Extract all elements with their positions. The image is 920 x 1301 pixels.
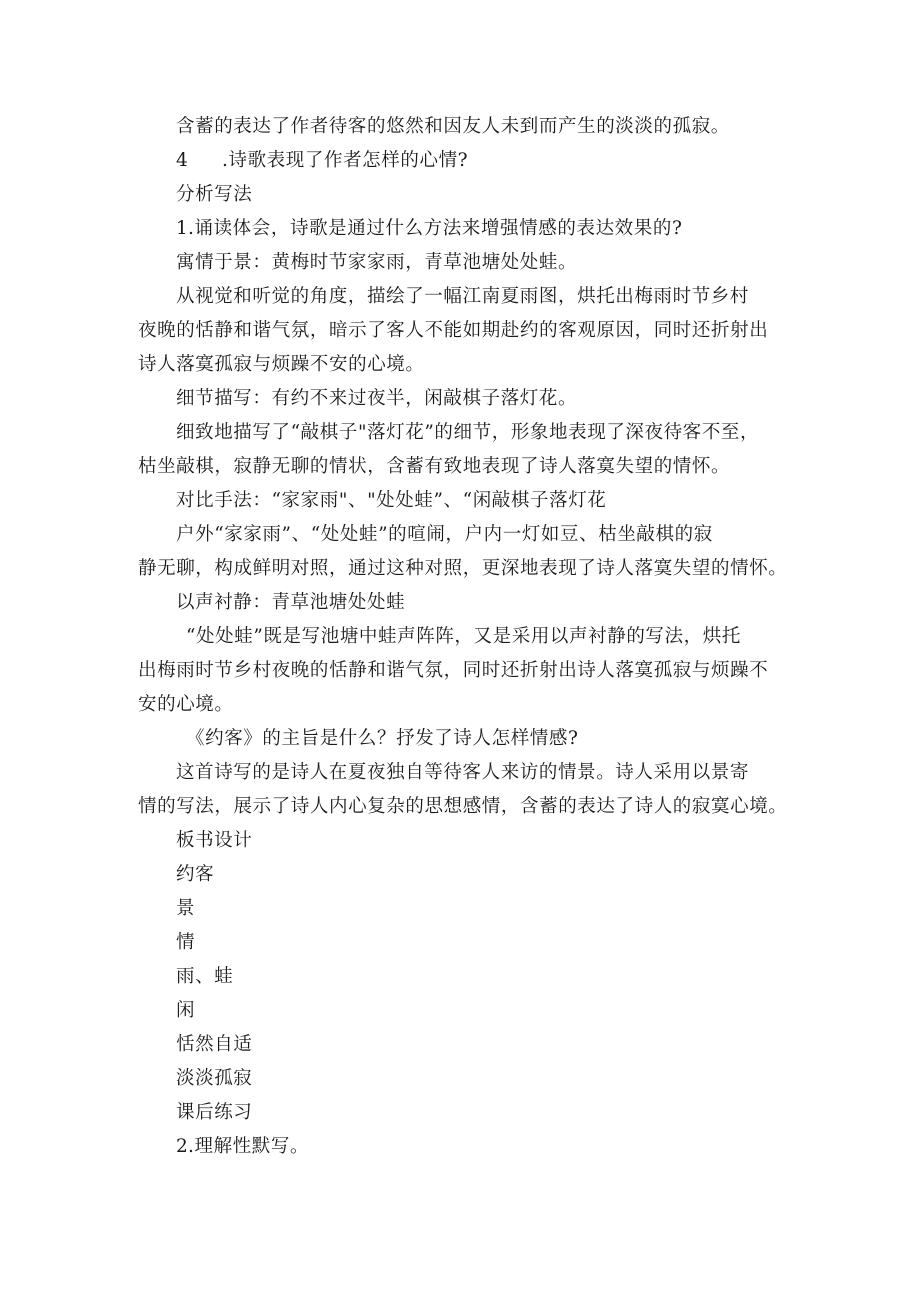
section-heading: 分析写法 (176, 184, 253, 205)
numbered-question (176, 1130, 836, 1164)
board-item: 恬然自适 (176, 1034, 253, 1055)
text-line: 《约客》的主旨是什么？抒发了诗人怎样情感? (186, 728, 579, 749)
board-item: 景 (176, 898, 196, 919)
text-line: 出梅雨时节乡村夜晚的恬静和谐气氛，同时还折射出诗人落寞孤寂与烦躁不 (138, 660, 769, 681)
text-line: 以声衬静：青草池塘处处蛙 (176, 592, 406, 613)
text-line: 细节描写：有约不来过夜半，闲敲棋子落灯花。 (176, 388, 578, 409)
question-text: .诗歌表现了作者怎样的心情? (222, 150, 469, 171)
text-line: 这首诗写的是诗人在夏夜独自等待客人来访的情景。诗人采用以景寄 (176, 762, 750, 783)
item-number: 1 (176, 218, 189, 239)
text-line: 从视觉和听觉的角度，描绘了一幅江南夏雨图，烘托出梅雨时节乡村 (176, 286, 750, 307)
numbered-question (176, 212, 836, 246)
board-item: 闲 (176, 1000, 196, 1021)
board-item: 雨、蛙 (176, 966, 234, 987)
text-line: 夜晚的恬静和谐气氛，暗示了客人不能如期赴约的客观原因，同时还折射出 (138, 320, 769, 341)
board-item: 淡淡孤寂 (176, 1068, 253, 1089)
board-item: 约客 (176, 864, 215, 885)
text-line: 情的写法，展示了诗人内心复杂的思想感情，含蓄的表达了诗人的寂寞心境。 (138, 796, 788, 817)
board-item: 情 (176, 932, 196, 953)
question-text: .诵读体会，诗歌是通过什么方法来增强情感的表达效果的? (188, 218, 683, 239)
text-line: 对比手法：“家家雨"、"处处蛙”、“闲敲棋子落灯花 (176, 490, 607, 511)
item-number: 2 (176, 1136, 189, 1157)
numbered-question (176, 144, 836, 178)
text-line: 含蓄的表达了作者待客的悠然和因友人未到而产生的淡淡的孤寂。 (176, 116, 730, 137)
question-text: .理解性默写。 (188, 1136, 310, 1157)
text-line: 户外“家家雨”、“处处蛙”的喧闹，户内一灯如豆、枯坐敲棋的寂 (176, 524, 713, 545)
text-line: 静无聊，构成鲜明对照，通过这种对照，更深地表现了诗人落寞失望的情怀。 (138, 558, 788, 579)
section-heading: 课后练习 (176, 1102, 253, 1123)
text-line: 寓情于景：黄梅时节家家雨，青草池塘处处蛙。 (176, 252, 578, 273)
text-line: 枯坐敲棋，寂静无聊的情状，含蓄有致地表现了诗人落寞失望的情怀。 (138, 456, 731, 477)
text-line: 诗人落寞孤寂与烦躁不安的心境。 (138, 354, 425, 375)
text-line: “处处蛙”既是写池塘中蛙声阵阵，又是采用以声衬静的写法，烘托 (186, 626, 741, 647)
text-line: 安的心境。 (138, 694, 234, 715)
text-line: 细致地描写了“敲棋子"落灯花”的细节，形象地表现了深夜待客不至， (176, 422, 760, 443)
section-heading: 板书设计 (176, 830, 253, 851)
item-number: 4 (176, 150, 189, 171)
